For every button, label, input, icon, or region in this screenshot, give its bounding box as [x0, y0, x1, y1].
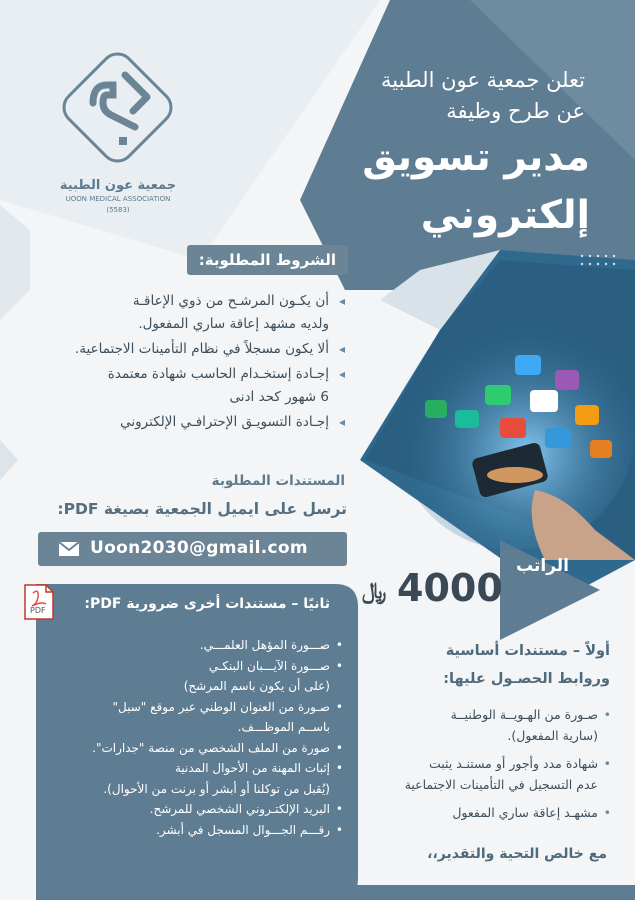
- list-item: ◂ ألا يكون مسجلاً في نظام التأمينات الاجتماعية.: [35, 338, 345, 361]
- list-item: • صـورة من الهـويــة الوطنيــة (سارية المفعول).: [373, 705, 613, 746]
- second-docs-list: [45, 635, 345, 840]
- email-bar[interactable]: [38, 532, 347, 566]
- job-title-line1: مدير تسويق: [362, 135, 590, 180]
- salary-label: الراتب: [516, 556, 569, 576]
- documents-note: ترسل على ايميل الجمعية بصيغة PDF:: [57, 500, 347, 518]
- job-title-line2: إلكتروني: [420, 193, 590, 238]
- first-docs-title-line1: أولاً – مستندات أساسية: [445, 643, 610, 659]
- marketing-illustration: [365, 260, 635, 560]
- org-name-en: UOON MEDICAL ASSOCIATION: [65, 195, 171, 203]
- list-item: • شهادة مدد وأجور أو مستنـد يثبت عدم التسجيل في التأمينات الاجتماعية: [373, 754, 613, 795]
- headline-line2: عن طرح وظيفة: [446, 99, 585, 123]
- closing-text: مع خالص التحية والتقدير،،: [427, 846, 607, 862]
- second-docs-title: ثانيًا – مستندات أخرى ضرورية PDF:: [84, 596, 330, 612]
- list-item: • صـورة من العنوان الوطني عبر موقع "سبل" باســم الموظـــف.: [45, 697, 345, 738]
- list-item: ◂ إجـادة إستخـدام الحاسب شهادة معتمدة 6 شهور كحد ادنى: [35, 363, 345, 409]
- email-address[interactable]: Uoon2030@gmail.com: [90, 538, 308, 558]
- requirements-list: [35, 290, 345, 436]
- logo-mark-icon: [55, 45, 180, 170]
- envelope-icon: [58, 541, 80, 561]
- org-name-ar: جمعية عون الطبية: [59, 178, 177, 193]
- salary-value: 4000: [397, 566, 503, 610]
- first-docs-title-line2: وروابط الحصـول عليها:: [443, 671, 610, 687]
- list-item: ◂ إجـادة التسويـق الإحترافـي الإلكتروني: [35, 411, 345, 434]
- currency-icon: ﷼: [362, 579, 387, 604]
- list-item: • صـــورة الآيـــبان البنكـي (على أن يكون باسم المرشح): [45, 656, 345, 697]
- list-item: • البريد الإلكتـروني الشخصي للمرشح.: [45, 799, 345, 820]
- first-docs-list: [373, 705, 613, 824]
- pdf-label: PDF: [30, 606, 46, 615]
- org-logo: [55, 45, 180, 170]
- list-item: ◂ أن يكـون المرشـح من ذوي الإعاقـة ولديه مشهد إعاقة ساري المفعول.: [35, 290, 345, 336]
- salary-amount: [362, 566, 507, 616]
- list-item: • مشهـد إعاقة ساري المفعول: [373, 803, 613, 824]
- list-item: • صورة من الملف الشخصي من منصة "جدارات".: [45, 738, 345, 759]
- list-item: • رقـــم الجـــوال المسجل في أبشر.: [45, 820, 345, 841]
- pdf-file-icon: [22, 584, 56, 620]
- first-docs-title: [370, 637, 610, 693]
- list-item: • صـــورة المؤهل العلمـــي.: [45, 635, 345, 656]
- org-reg-number: (5583): [106, 206, 130, 214]
- headline-line1: تعلن جمعية عون الطبية: [381, 68, 585, 92]
- requirements-title: الشروط المطلوبة:: [187, 245, 348, 275]
- documents-title: المستندات المطلوبة: [211, 473, 345, 489]
- list-item: • إثبات المهنة من الأحوال المدنية (يُقبل من توكلنا أو أبشر أو برنت من الأحوال).: [45, 758, 345, 799]
